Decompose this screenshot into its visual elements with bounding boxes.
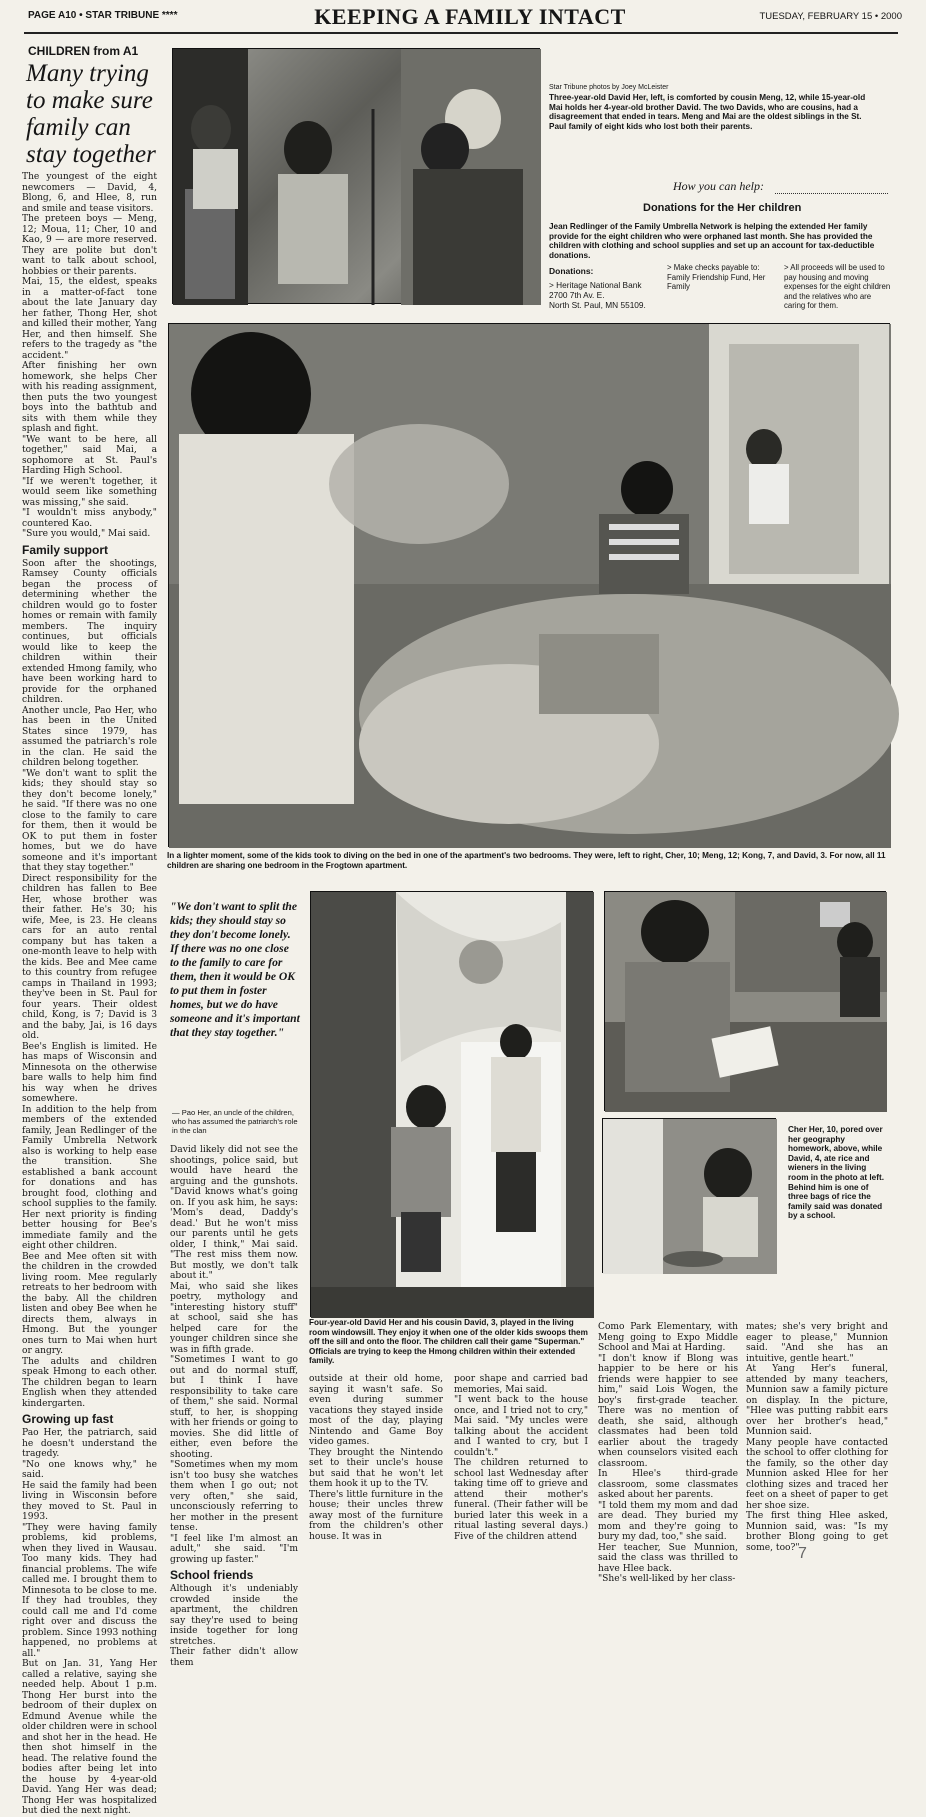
help-kicker: How you can help: [673, 179, 764, 193]
donations-title: Donations for the Her children [643, 202, 802, 214]
subhead: Growing up fast [22, 1412, 114, 1426]
section-title: KEEPING A FAMILY INTACT [314, 4, 626, 29]
jump-line: CHILDREN from A1 [28, 44, 139, 58]
story-text: The youngest of the eight newcomers — David, 4, Blong, 6, and Hlee, 8, run and smile and tease visitors. The preteen boys — Meng, 12; Moua, 11; Cher, 10 and Kao, 9 — are more reserved. They are polite but don't want to talk about school, hobbies or their parents. Mai, 15, the eldest, speaks in a matter-of-fact tone about the late January day her father, Thong Her, shot and killed their mother, Yang Her, and then himself. She refers to the tragedy as "the accident." After finishing her own homework, she helps Cher with his reading assignment, then puts the two youngest boys into the bathtub and sits with them while they splash and fight. "We want to be here, all together," said Mai, a sophomore at St. Paul's Harding High School. "If we weren't together, it would seem like something was missing," she said. "I wouldn't miss anybody," countered Kao. "Sure you would," Mai said. [22, 172, 157, 539]
help-kicker-rule [775, 193, 888, 194]
photo-homework [604, 891, 886, 1111]
story-column-3: outside at their old home, saying it wasn't safe. So even during summer vacations they stayed inside most of the day, playing Nintendo and Game Boy video games. They brought the Nintendo set to their uncle's house but said that he won't let them hook it up to the TV. There's little furniture in the house; their uncles threw away most of the furniture from the children's other house. It was in [309, 1374, 443, 1542]
story-column-5: Como Park Elementary, with Meng going to Expo Middle School and Mai at Harding. "I don't know if Blong was happier to be here or his friends were happier to see him," said Lois Wogen, the boy's first-grade teacher. There was no mention of death, she said, although classmates had been told earlier about the tragedy when counselors visited each classroom. In Hlee's third-grade classroom, some classmates asked about her parents. "I told them my mom and dad are dead. They buried my mom and they're going to bury my dad, too," she said. Her teacher, Sue Munnion, said the class was thrilled to have Hlee back. "She's well-liked by her class- [598, 1322, 738, 1584]
subhead: Family support [22, 542, 109, 557]
caption-homework-rice: Cher Her, 10, pored over her geography homework, above, while David, 4, ate rice and wieners in the living room in the photo at left. Behind him is one of three bags of rice the family said was donated by a school. [788, 1125, 884, 1221]
donations-intro: Jean Redlinger of the Family Umbrella Network is helping the extended Her family provide for the eight children who were orphaned last month. She has provided the children with clothing and school supplies and set up an account for tax-deductible donations. [549, 222, 875, 260]
headline: Many trying to make sure family can stay together [26, 60, 156, 168]
page-label: PAGE A10 • STAR TRIBUNE **** [28, 10, 178, 21]
story-column-6: mates; she's very bright and eager to please," Munnion said. "And she has an intuitive, gentle heart." At Yang Her's funeral, attended by many teachers, Munnion saw a family picture on display. In the picture, "Hlee was putting rabbit ears over her brother's head," Munnion said. Many people have contacted the school to offer clothing for the family, so the other day Munnion asked Hlee for her clothing sizes and traced her feet on a sheet of paper to get her shoe size. The first thing Hlee asked, Munnion said, was: "Is my brother Blong going to get some, too?" [746, 1322, 888, 1553]
issue-date: TUESDAY, FEBRUARY 15 • 2000 [759, 11, 902, 22]
photo-windowsill-image [311, 892, 594, 1318]
pull-quote-attribution: — Pao Her, an uncle of the children, who has assumed the patriarch's role in the clan [172, 1108, 298, 1136]
donations-label: Donations: [549, 266, 594, 276]
photo-windowsill [310, 891, 593, 1317]
caption-comforting: Three-year-old David Her, left, is comforted by cousin Meng, 12, while 15-year-old Mai holds her 4-year-old brother David. The two Davids, who are cousins, had a disagreement that ended in tears. Meng and Mai are the oldest siblings in the St. Paul family of eight kids who lost both their parents. [549, 93, 866, 131]
photo-comforting-image [173, 49, 541, 305]
proceeds-note: > All proceeds will be used to pay housing and moving expenses for the eight children and the relatives who are caring for them. [784, 263, 891, 310]
story-text: Soon after the shootings, Ramsey County officials began the process of determining whether the children would go to foster homes or remain with family members. The inquiry continues, but officials would like to keep the children within their extended Hmong family, who have been working hard to provide for the orphaned children. Another uncle, Pao Her, who has been in the United States since 1979, has assumed the patriarch's role in the clan. He said the children belong together. "We don't want to split the kids; they should stay so they don't become lonely," he said. "If there was no one close to the family to care for them, then it would be OK to put them in foster homes, but we do have someone and it's important that they stay together." Direct responsibility for the children has fallen to Bee Her, whose brother was their father. He's 30; his wife, Mee, is 23. He cleans cars for an auto rental company but has taken a one-month leave to help with the kids. Bee and Mee came to this country from refugee camps in Thailand in 1993; they've been in St. Paul for four years. Their oldest child, Kong, is 7; David is 3 and the baby, Jai, is 16 days old. Bee's English is limited. He has maps of Wisconsin and Minnesota on the otherwise bare walls to help him find his way when he drives somewhere. In addition to the help from members of the extended family, Jean Redlinger of the Family Umbrella Network also is working to help ease the transition. She established a bank account for donations and has brought food, clothing and school supplies to the family. Her next priority is finding better housing for Bee's immediate family and the eight other children. Bee and Mee often sit with the children in the crowded living room. Mee regularly retreats to her bedroom with the baby. All the children listen and obey Bee when he directs them, always in Hmong. But the younger ones turn to Mai when hurt or angry. The adults and children speak Hmong to each other. The children began to learn English when they attended kindergarten. [22, 558, 157, 1409]
photo-homework-image [605, 892, 887, 1112]
photo-credit: Star Tribune photos by Joey McLeister [549, 84, 669, 91]
photo-comforting [172, 48, 540, 304]
subhead: School friends [170, 1568, 254, 1582]
corner-mark: 7 [798, 1545, 807, 1562]
photo-rice-image [603, 1119, 777, 1274]
story-column-2 [170, 1145, 298, 1668]
checks-payable: > Make checks payable to: Family Friendship Fund, Her Family [667, 263, 766, 291]
story-column-4: poor shape and carried bad memories, Mai said. "I went back to the house once, and I tried not to cry," Mai said. "My uncles were talking about the accident and I wanted to cry, but I couldn't." The children returned to school last Wednesday after taking time off to grieve and attend their mother's funeral. (Their father will be buried later this week in a ritual lasting several days.) Five of the children attend [454, 1374, 588, 1542]
page-number: PAGE A10 [28, 10, 77, 21]
story-text: Pao Her, the patriarch, said he doesn't understand the tragedy. "No one knows why," he said. He said the family had been living in Wisconsin before they moved to St. Paul in 1993. "They were having family problems, kid problems, when they lived in Wausau. Too many kids. They had financial problems. The wife called me. I brought them to Minnesota to be close to me. If they had troubles, they could call me and I'd come right over and discuss the problem. Since 1993 nothing happened, no problems at all." But on Jan. 31, Yang Her called a relative, saying she needed help. About 1 p.m. Thong Her burst into the bedroom of their duplex on Edmund Avenue while the older children were in school and shot her in the head. He then shot himself in the head. The relative found the bodies after being let into the house by 4-year-old David. Yang Her was dead; Thong Her was hospitalized but died the next night. [22, 1428, 157, 1816]
photo-bed-diving-image [169, 324, 891, 848]
story-column-1 [22, 172, 157, 1816]
photo-bed-diving [168, 323, 890, 847]
masthead-rule [24, 32, 898, 34]
caption-windowsill: Four-year-old David Her and his cousin David, 3, played in the living room windowsill. They enjoy it when one of the older kids swoops them off the sill and onto the floor. The children call their game "Superman." Officials are trying to keep the Hmong children within their extended family. [309, 1318, 588, 1366]
paper-name: STAR TRIBUNE **** [85, 10, 178, 21]
story-text: Although it's undeniably crowded inside the apartment, the children say they're used to being inside together for long stretches. Their father didn't allow them [170, 1584, 298, 1668]
bank-address: > Heritage National Bank 2700 7th Av. E. North St. Paul, MN 55109. [549, 280, 646, 310]
story-text: David likely did not see the shootings, police said, but would have heard the arguing and the gunshots. "David knows what's going on. If you ask him, he says: 'Mom's dead, Daddy's dead.' But he won't miss our parents until he gets older, I think," Mai said. "The rest miss them now. But mostly, we don't talk about it." Mai, who said she likes poetry, mythology and "interesting history stuff" at school, said she has helped care for the younger children since she was in fifth grade. "Sometimes I want to go out and do normal stuff, but I think I have responsibility to take care of them," she said. Normal stuff, to her, is shopping with her friends or going to movies. She did little of either, even before the shooting. "Sometimes when my mom isn't too busy she watches them when I go out; not very often," she said, unconsciously referring to her mother in the present tense. "I feel like I'm almost an adult," she said. "I'm growing up faster." [170, 1145, 298, 1565]
caption-bed-diving: In a lighter moment, some of the kids took to diving on the bed in one of the apartment's two bedrooms. They were, left to right, Cher, 10; Meng, 12; Kong, 7, and David, 3. For now, all 11 children are sharing one bedroom in the Frogtown apartment. [167, 851, 886, 870]
photo-rice [602, 1118, 776, 1273]
pull-quote: "We don't want to split the kids; they should stay so they don't become lonely. If there was no one close to the family to care for them, then it would be OK to put them in foster homes, but we do have someone and it's important that they stay together." [170, 900, 300, 1039]
